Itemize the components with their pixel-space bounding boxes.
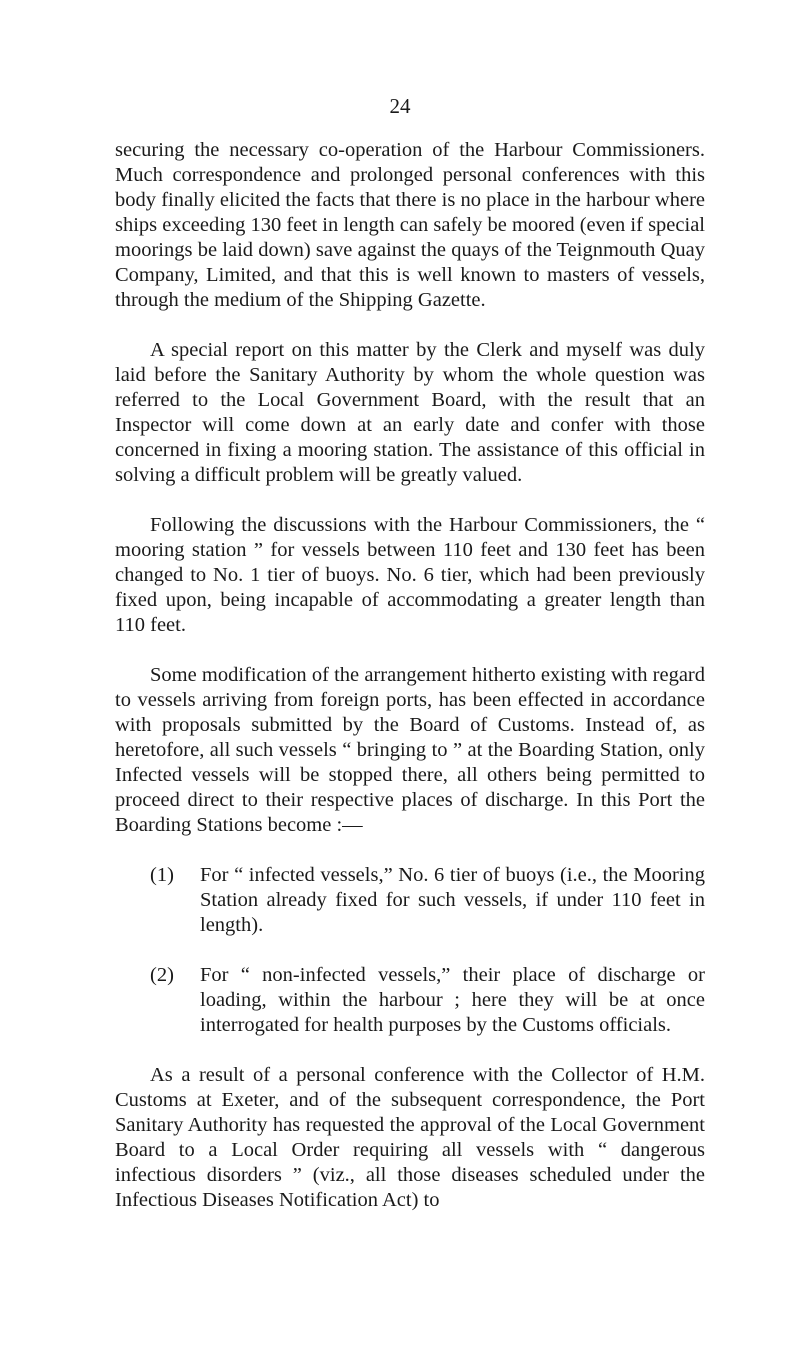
paragraph-local-order: As a result of a personal conference with the Collector of H.M. Customs at Exeter, and of the subsequent correspondence, the Port Sanitary Authority has requested the approval of the Local Government Board to a Local Order requiring all vessels with “ dangerous infectious disorders ” (viz., all those diseases scheduled under the Infectious Diseases Notification Act) to: [115, 1064, 705, 1211]
list-item-non-infected-vessels: [115, 963, 705, 1038]
list-item-text: For “ non-infected vessels,” their place of discharge or loading, within the harbour ; here they will be at once interrogated for health purposes by the Customs officials.: [200, 964, 705, 1036]
paragraph-special-report: A special report on this matter by the Clerk and myself was duly laid before the Sanitary Authority by whom the whole question was referred to the Local Government Board, with the result that an Inspector will come down at an early date and confer with those concerned in fixing a mooring station. The assistance of this official in solving a difficult problem will be greatly valued.: [115, 339, 705, 486]
list-item-number: (1): [150, 864, 174, 886]
page-number: 24: [389, 94, 411, 118]
document-body: [115, 138, 705, 1213]
list-item-number: (2): [150, 964, 174, 986]
paragraph-mooring-station: Following the discussions with the Harbour Commissioners, the “ mooring station ” for vessels between 110 feet and 130 feet has been changed to No. 1 tier of buoys. No. 6 tier, which had been previously fixed upon, being incapable of accommodating a greater length than 110 feet.: [115, 514, 705, 636]
list-item-infected-vessels: [115, 863, 705, 938]
paragraph-harbour-commissioners: securing the necessary co-operation of the Harbour Commissioners. Much correspondence and prolonged personal conferences with this body finally elicited the facts that there is no place in the harbour where ships exceeding 130 feet in length can safely be moored (even if special moorings be laid down) save against the quays of the Teignmouth Quay Company, Limited, and that this is well known to masters of vessels, through the medium of the Shipping Gazette.: [115, 139, 705, 311]
list-item-text: For “ infected vessels,” No. 6 tier of buoys (i.e., the Mooring Station already fixed for such vessels, if under 110 feet in length).: [200, 864, 705, 936]
paragraph-boarding-stations: Some modification of the arrangement hitherto existing with regard to vessels arriving from foreign ports, has been effected in accordance with proposals submitted by the Board of Customs. Instead of, as heretofore, all such vessels “ bringing to ” at the Boarding Station, only Infected vessels will be stopped there, all others being permitted to proceed direct to their respective places of discharge. In this Port the Boarding Stations become :—: [115, 664, 705, 836]
